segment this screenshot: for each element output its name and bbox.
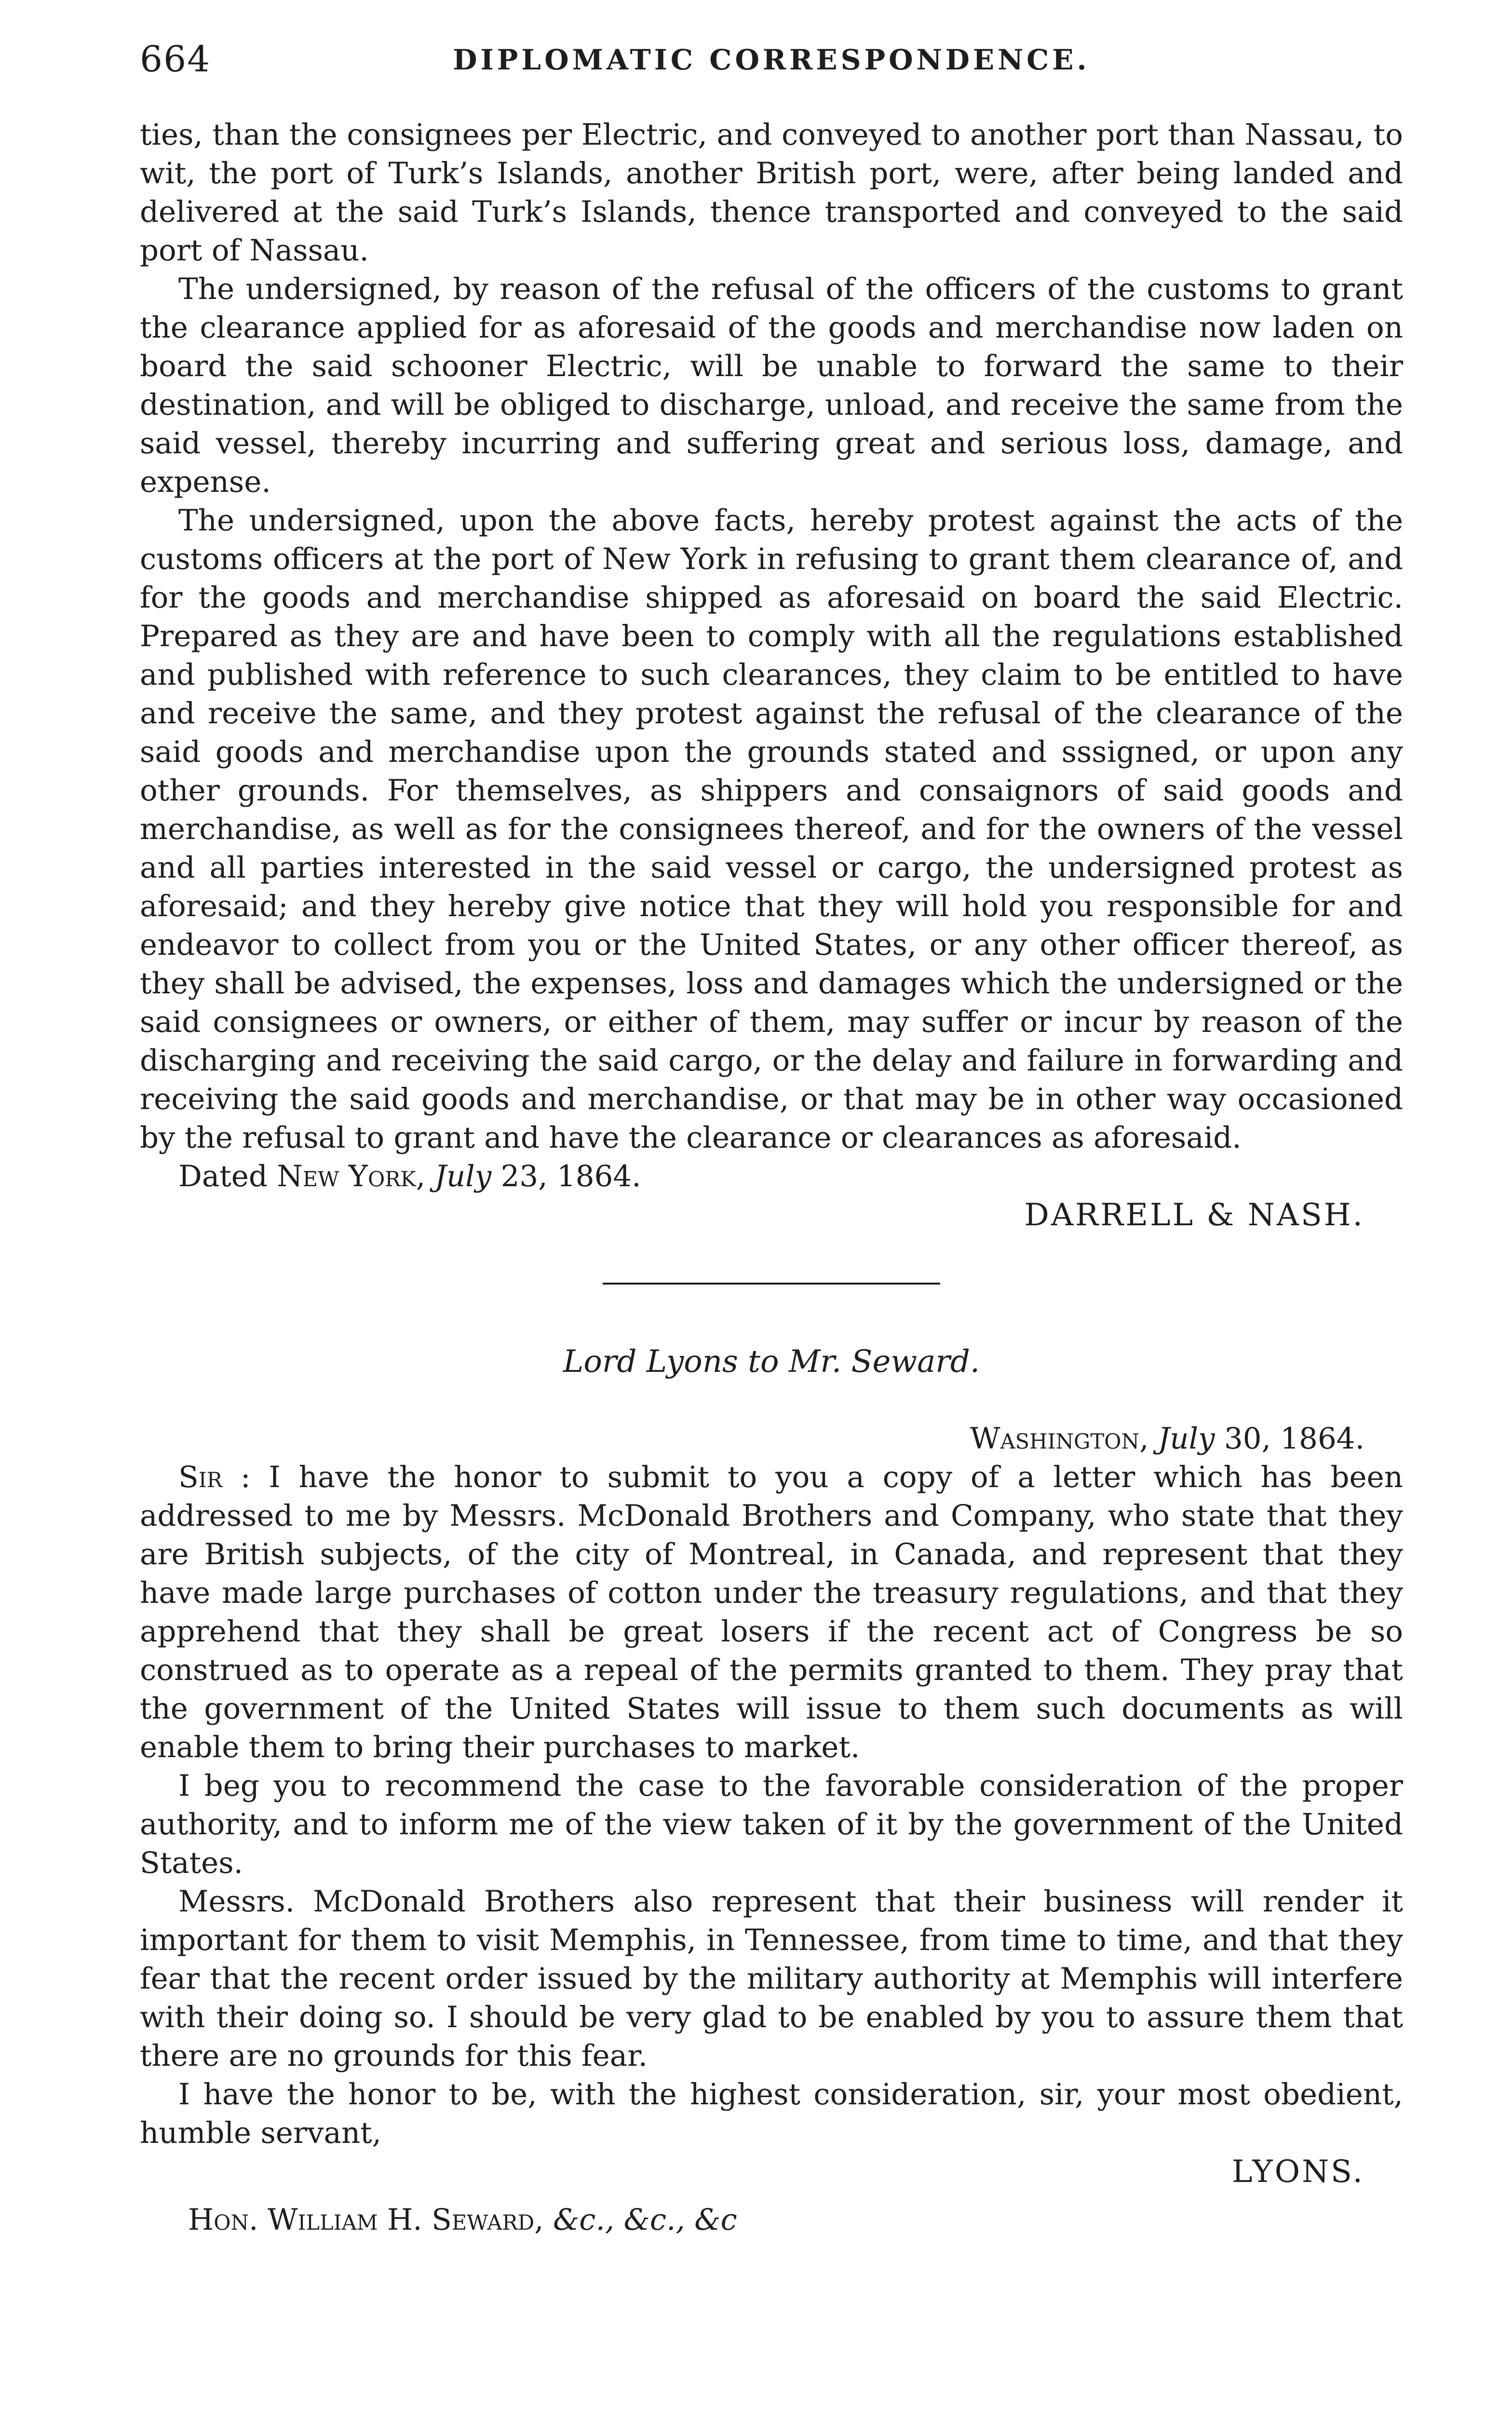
letter-place-date bbox=[140, 1420, 1403, 1458]
letter-heading: Lord Lyons to Mr. Seward. bbox=[563, 1344, 980, 1380]
protest-section bbox=[140, 116, 1403, 1234]
document-page bbox=[140, 34, 1403, 2239]
page-number: 664 bbox=[140, 39, 211, 80]
dated-prefix: Dated bbox=[178, 1159, 268, 1193]
dated-rest: 23, 1864. bbox=[500, 1159, 641, 1193]
protest-paragraph: ties, than the consignees per Electric, and conveyed to another port than Nassau, to wit, the port of Turk’s Islands, another British port, were, after being landed and delivered at the said Turk’s Islands, thence transported and conveyed to the said port of Nassau. bbox=[140, 118, 1403, 268]
protest-signature: DARRELL & NASH. bbox=[1024, 1197, 1364, 1233]
letter-month: July bbox=[1158, 1422, 1215, 1456]
dated-place: New York, bbox=[277, 1159, 426, 1193]
letter-place: Washington, bbox=[970, 1422, 1149, 1456]
protest-paragraph: The undersigned, upon the above facts, hereby protest against the acts of the customs officers at the port of New York in refusing to grant them clearance of, and for the goods and merchandise shipped as aforesaid on board the said Electric. Prepared as they are and have been to comply with all the regulations established and published with reference to such clearances, they claim to be entitled to have and receive the same, and they protest against the refusal of the clearance of the said goods and merchandise upon the grounds stated and sssigned, or upon any other grounds. For themselves, as shippers and consaignors of said goods and merchandise, as well as for the consignees thereof, and for the owners of the vessel and all parties interested in the said vessel or cargo, the undersigned protest as aforesaid; and they hereby give notice that they will hold you responsible for and endeavor to collect from you or the United States, or any other officer thereof, as they shall be advised, the expenses, loss and damages which the undersigned or the said consignees or owners, or either of them, may suffer or incur by reason of the discharging and receiving the said cargo, or the delay and failure in forwarding and receiving the said goods and merchandise, or that may be in other way occasioned by the refusal to grant and have the clearance or clearances as aforesaid. bbox=[140, 503, 1403, 1155]
letter-paragraph: Messrs. McDonald Brothers also represent that their business will render it important for them to visit Memphis, in Tennessee, from time to time, and that they fear that the recent order issued by the military authority at Memphis will interfere with their doing so. I should be very glad to be enabled by you to assure them that there are no grounds for this fear. bbox=[140, 1884, 1403, 2073]
letter-paragraph-text: I have the honor to submit to you a copy of a letter which has been addressed to me by Messrs. McDonald Brothers and Company, who state that they are British subjects, of the city of Montreal, in Canada, and represent that they have made large purchases of cotton under the treasury regulations, and that they apprehend that they shall be great losers if the recent act of Congress be so construed as to operate as a repeal of the permits granted to them. They pray that the government of the United States will issue to them such documents as will enable them to bring their purchases to market. bbox=[140, 1460, 1404, 1764]
letter-paragraph: I beg you to recommend the case to the favorable consideration of the proper authority, and to inform me of the view taken of it by the government of the United States. bbox=[140, 1769, 1403, 1880]
letter-section bbox=[140, 1342, 1403, 2239]
running-title: DIPLOMATIC CORRESPONDENCE. bbox=[453, 43, 1090, 76]
letter-closing: I have the honor to be, with the highest consideration, sir, your most obedient, humble servant, bbox=[140, 2077, 1403, 2150]
letter-date-rest: 30, 1864. bbox=[1224, 1422, 1364, 1456]
running-header bbox=[140, 34, 1403, 96]
protest-dateline bbox=[140, 1157, 1403, 1196]
protest-paragraph: The undersigned, by reason of the refusal of the officers of the customs to grant the clearance applied for as aforesaid of the goods and merchandise now laden on board the said schooner Electric, will be unable to forward the same to their destination, and will be obliged to discharge, unload, and receive the same from the said vessel, thereby incurring and suffering great and serious loss, damage, and expense. bbox=[140, 272, 1403, 499]
letter-paragraph bbox=[140, 1458, 1403, 1767]
letter-address bbox=[140, 2201, 1403, 2239]
address-name: Hon. William H. Seward, bbox=[188, 2203, 544, 2237]
letter-salutation: Sir : bbox=[178, 1460, 251, 1494]
dated-month: July bbox=[434, 1159, 492, 1193]
letter-signature: LYONS. bbox=[1231, 2154, 1364, 2190]
address-etc: &c., &c., &c bbox=[553, 2203, 737, 2237]
section-divider bbox=[603, 1283, 940, 1285]
